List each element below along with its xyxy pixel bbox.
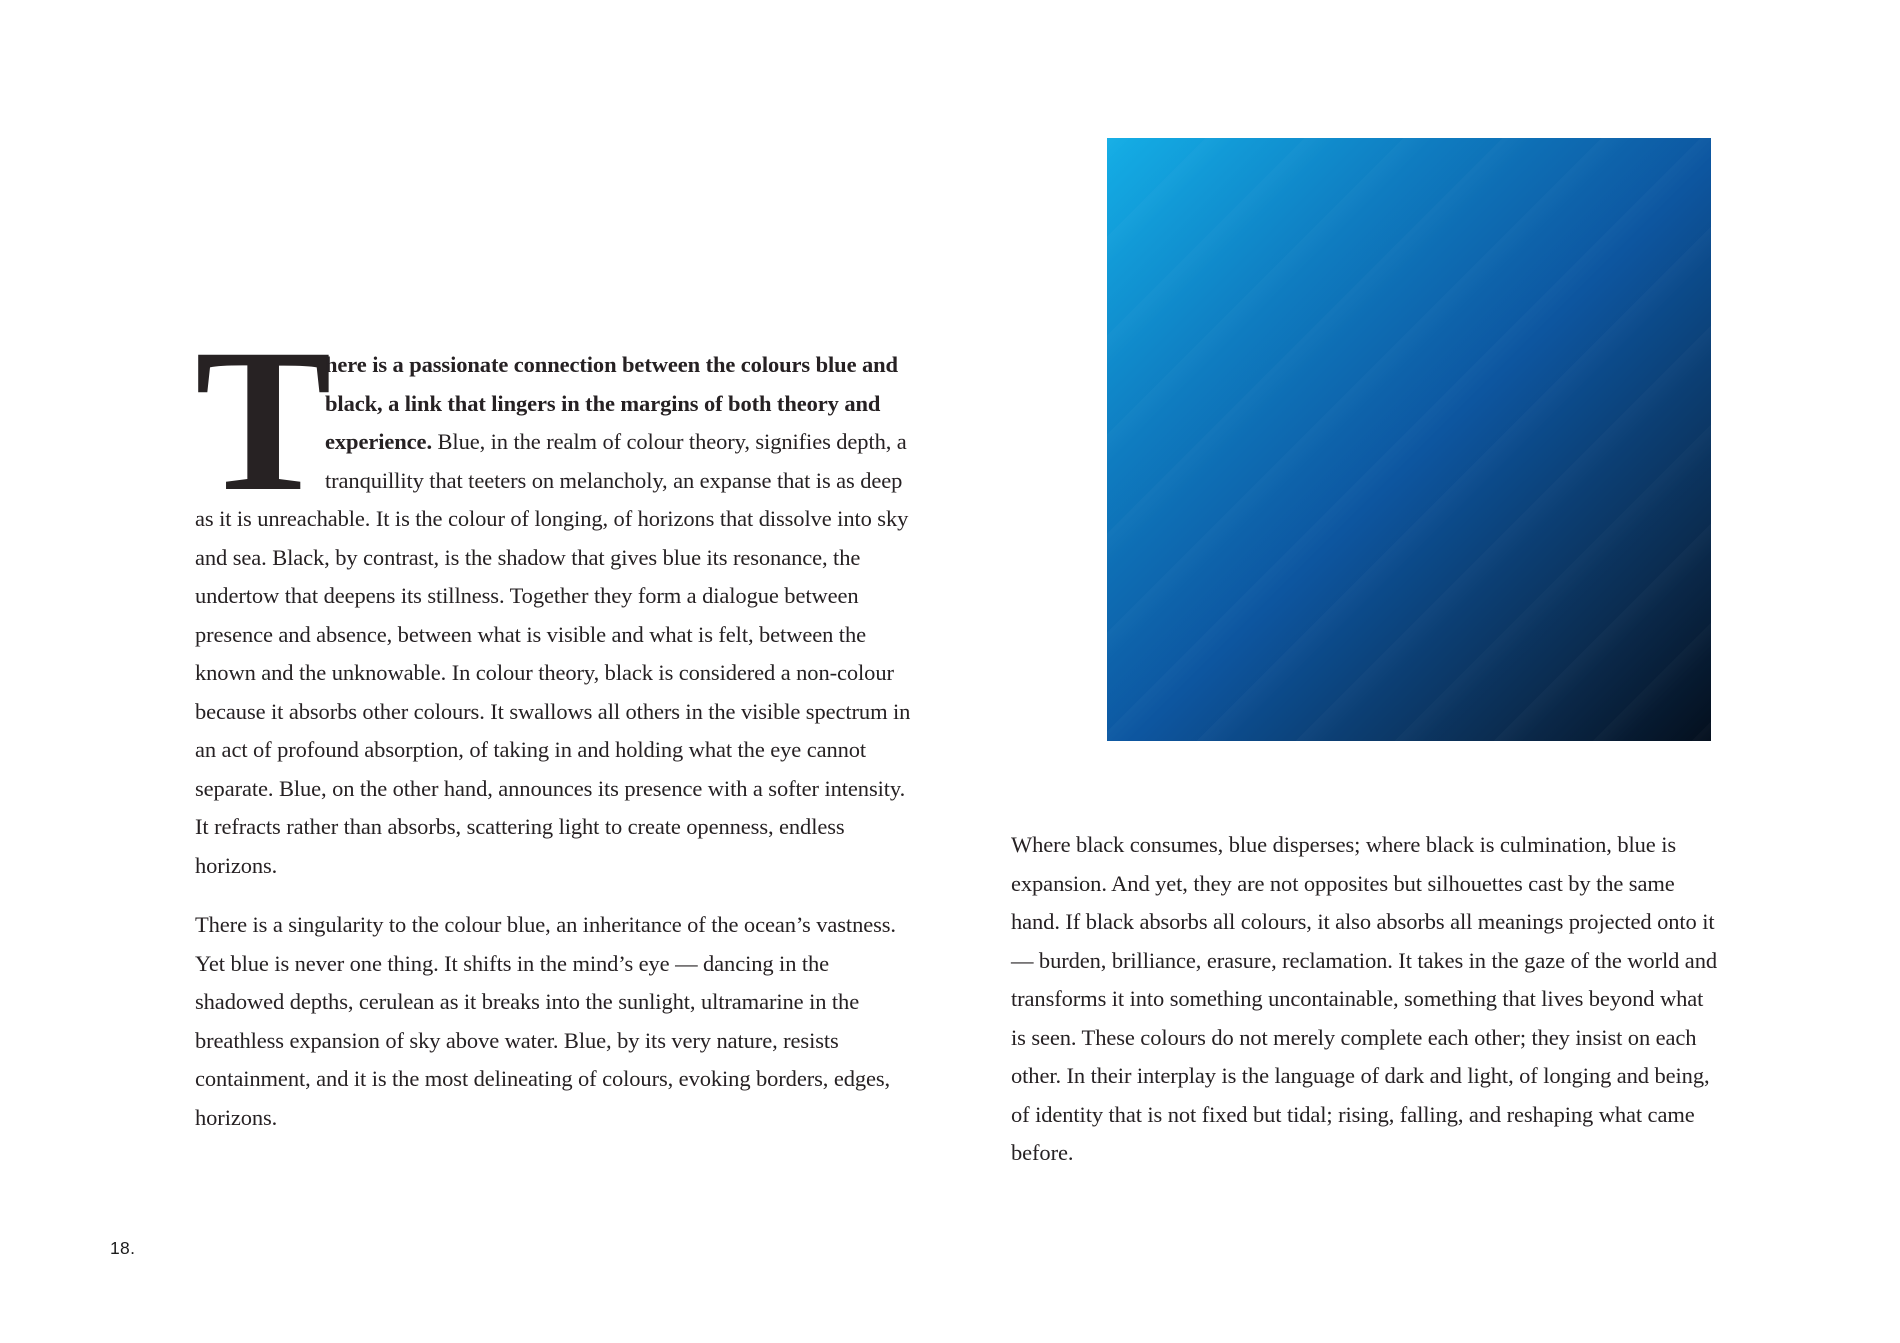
blue-gradient-image [1107, 138, 1711, 741]
intro-paragraph [195, 307, 913, 885]
second-paragraph: There is a singularity to the colour blue, an inheritance of the ocean’s vastness. Yet blue is never one thing. It shifts in the mind’s eye — dancing in the shadowed depths, cerulean as it breaks into the sunlight, ultramarine in the breathless expansion of sky above water. Blue, by its very nature, resists containment, and it is the most delineating of colours, evoking borders, edges, horizons. [195, 912, 896, 1130]
left-text-column [195, 307, 913, 1137]
bold-lead-in-text: here is a passionate connection between the colours blue and black, a link that lingers in the margins of both theory and experience. [325, 352, 898, 454]
paragraph1-body-text: Blue, in the realm of colour theory, signifies depth, a tranquillity that teeters on melancholy, an expanse that is as deep as it is unreachable. It is the colour of longing, of horizons that dissolve into sky and sea. Black, by contrast, is the shadow that gives blue its resonance, the undertow that deepens its stillness. Together they form a dialogue between presence and absence, between what is visible and what is felt, between the known and the unknowable. In colour theory, black is considered a non-colour because it absorbs other colours. It swallows all others in the visible spectrum in an act of profound absorption, of taking in and holding what the eye cannot separate. Blue, on the other hand, announces its presence with a softer intensity. It refracts rather than absorbs, scattering light to create openness, endless horizons. [195, 429, 911, 878]
page-number: 18. [110, 1238, 136, 1258]
drop-cap-letter: T [195, 307, 332, 534]
right-text-column [1011, 826, 1719, 1173]
right-paragraph: Where black consumes, blue disperses; where black is culmination, blue is expansion. And yet, they are not opposites but silhouettes cast by the same hand. If black absorbs all colours, it also absorbs all meanings projected onto it — burden, brilliance, erasure, reclamation. It takes in the gaze of the world and transforms it into something uncontainable, something that lives beyond what is seen. These colours do not merely complete each other; they insist on each other. In their interplay is the language of dark and light, of longing and being, of identity that is not fixed but tidal; rising, falling, and reshaping what came before. [1011, 832, 1717, 1165]
